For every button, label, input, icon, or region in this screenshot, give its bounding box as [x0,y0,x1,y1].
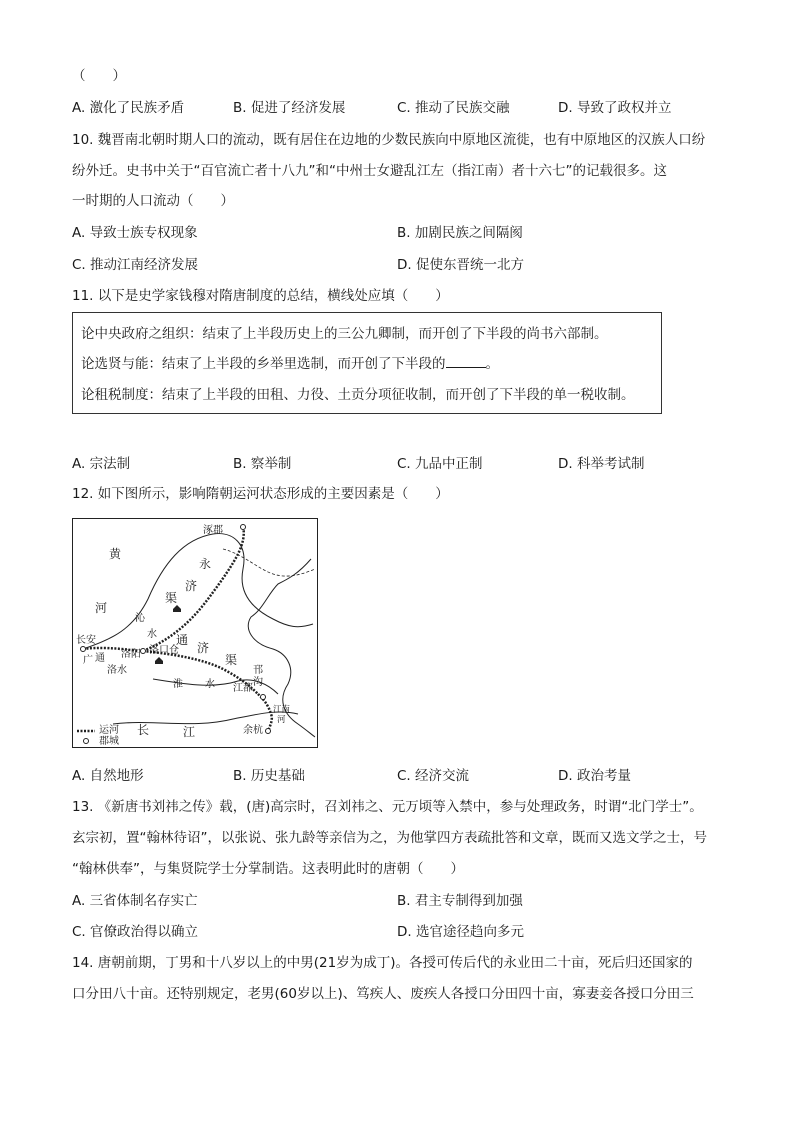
map-label-zhuojun: 涿郡 [203,525,223,536]
legend-city-label: 郡城 [99,736,119,747]
q11-quote-box [72,312,662,414]
q10-option-b[interactable]: B. 加剧民族之间隔阂 [397,225,523,241]
map-label-huang: 黄 [109,547,122,561]
map-label-shui2: 水 [205,679,215,690]
map-label-guang: 广 [83,655,93,666]
city-luoyang [141,649,146,654]
q11-box-line-2-end: 。 [485,356,499,372]
q11-stem: 11. 以下是史学家钱穆对隋唐制度的总结，横线处应填（ ） [72,288,449,304]
sui-canal-map [72,518,318,748]
q11-option-b[interactable]: B. 察举制 [233,456,292,472]
map-label-tong1: 通 [95,653,105,664]
q12-option-b[interactable]: B. 历史基础 [233,768,305,784]
map-label-jiang: 江 [183,725,196,739]
city-yuhang [266,729,271,734]
city-zhuojun [241,525,246,530]
q10-option-a[interactable]: A. 导致士族专权现象 [72,225,198,241]
map-label-luoyang: 洛阳 [121,649,141,660]
map-label-han: 邗 [253,665,263,676]
q13-stem-line-1: 13. 《新唐书刘祎之传》载，(唐)高宗时，召刘祎之、元万顷等入禁中，参与处理政务，时谓“北门学士”。 [72,799,703,815]
city-changan [81,647,86,652]
q9-option-c[interactable]: C. 推动了民族交融 [397,100,510,116]
map-label-yuhang: 余杭 [243,725,263,736]
q14-stem-line-2: 口分田八十亩。还特别规定，老男(60岁以上)、笃疾人、废疾人各授口分田四十亩，寡妻妾各授口分田三 [72,986,694,1002]
q9-option-a[interactable]: A. 激化了民族矛盾 [72,100,185,116]
q10-option-c[interactable]: C. 推动江南经济发展 [72,257,199,273]
q10-stem-line-2: 纷外迁。史书中关于“百官流亡者十八九”和“中州士女避乱江左（指江南）者十六七”的记载很多。这 [72,163,667,179]
map-label-luoshui: 洛水 [107,665,127,676]
map-label-he2: 河 [277,715,286,725]
map-label-jiangdu: 江都 [233,683,253,694]
q13-option-a[interactable]: A. 三省体制名存实亡 [72,893,198,909]
q13-option-d[interactable]: D. 选官途径趋向多元 [397,924,524,940]
q12-option-c[interactable]: C. 经济交流 [397,768,470,784]
q9-option-d[interactable]: D. 导致了政权并立 [558,100,672,116]
map-label-gou: 沟 [253,677,263,688]
map-label-yong: 永 [199,557,212,571]
granary-icon [173,605,181,612]
q11-box-line-2-text: 论选贤与能：结束了上半段的乡举里选制，而开创了下半段的 [81,356,446,372]
q13-stem-line-3: “翰林供奉”，与集贤院学士分掌制诰。这表明此时的唐朝（ ） [72,861,464,877]
granary-icon [155,657,163,664]
q11-box-line-1: 论中央政府之组织：结束了上半段历史上的三公九卿制，而开创了下半段的尚书六部制。 [81,326,608,342]
city-jiangdu [261,695,266,700]
map-label-jiangnan: 江南 [273,705,291,715]
q10-stem-line-3: 一时期的人口流动（ ） [72,193,234,209]
q11-option-a[interactable]: A. 宗法制 [72,456,131,472]
q13-stem-line-2: 玄宗初，置“翰林待诏”，以张说、张九龄等亲信为之，为他掌四方表疏批答和文章，既而又选文学之士，号 [72,830,707,846]
q10-stem-line-1: 10. 魏晋南北朝时期人口的流动，既有居住在边地的少数民族向中原地区流徙，也有中原地区的汉族人口纷 [72,132,706,148]
q11-option-c[interactable]: C. 九品中正制 [397,456,483,472]
map-label-qin: 沁 [135,613,145,624]
q11-option-d[interactable]: D. 科举考试制 [558,456,645,472]
map-label-luokou: 洛口仓 [149,645,179,656]
border-line [223,549,315,576]
legend-city-symbol [84,739,89,744]
map-label-qu1: 渠 [165,591,178,605]
q12-option-d[interactable]: D. 政治考量 [558,768,631,784]
q11-fill-blank [446,355,486,368]
legend-canal-label: 运河 [99,725,119,736]
map-label-huai: 淮 [173,679,183,690]
q13-option-b[interactable]: B. 君主专制得到加强 [397,893,523,909]
map-label-he: 河 [95,601,108,615]
q12-option-a[interactable]: A. 自然地形 [72,768,144,784]
map-label-tong2: 通 [176,633,189,647]
q9-option-b[interactable]: B. 促进了经济发展 [233,100,346,116]
map-label-chang: 长 [137,723,150,737]
map-label-ji1: 济 [185,579,198,593]
map-label-qu2: 渠 [225,653,238,667]
map-label-changan: 长安 [76,635,96,646]
map-label-ji2: 济 [197,641,210,655]
q11-box-line-3: 论租税制度：结束了上半段的田租、力役、土贡分项征收制，而开创了下半段的单一税收制。 [81,387,635,403]
map-label-shui1: 水 [147,629,157,640]
q13-option-c[interactable]: C. 官僚政治得以确立 [72,924,199,940]
q11-box-line-2 [81,354,499,374]
q12-stem: 12. 如下图所示，影响隋朝运河状态形成的主要因素是（ ） [72,486,449,502]
q14-stem-line-1: 14. 唐朝前期，丁男和十八岁以上的中男(21岁为成丁)。各授可传后代的永业田二十亩，死后归还国家的 [72,955,693,971]
q10-option-d[interactable]: D. 促使东晋统一北方 [397,257,524,273]
q9-paren: （ ） [72,68,126,84]
